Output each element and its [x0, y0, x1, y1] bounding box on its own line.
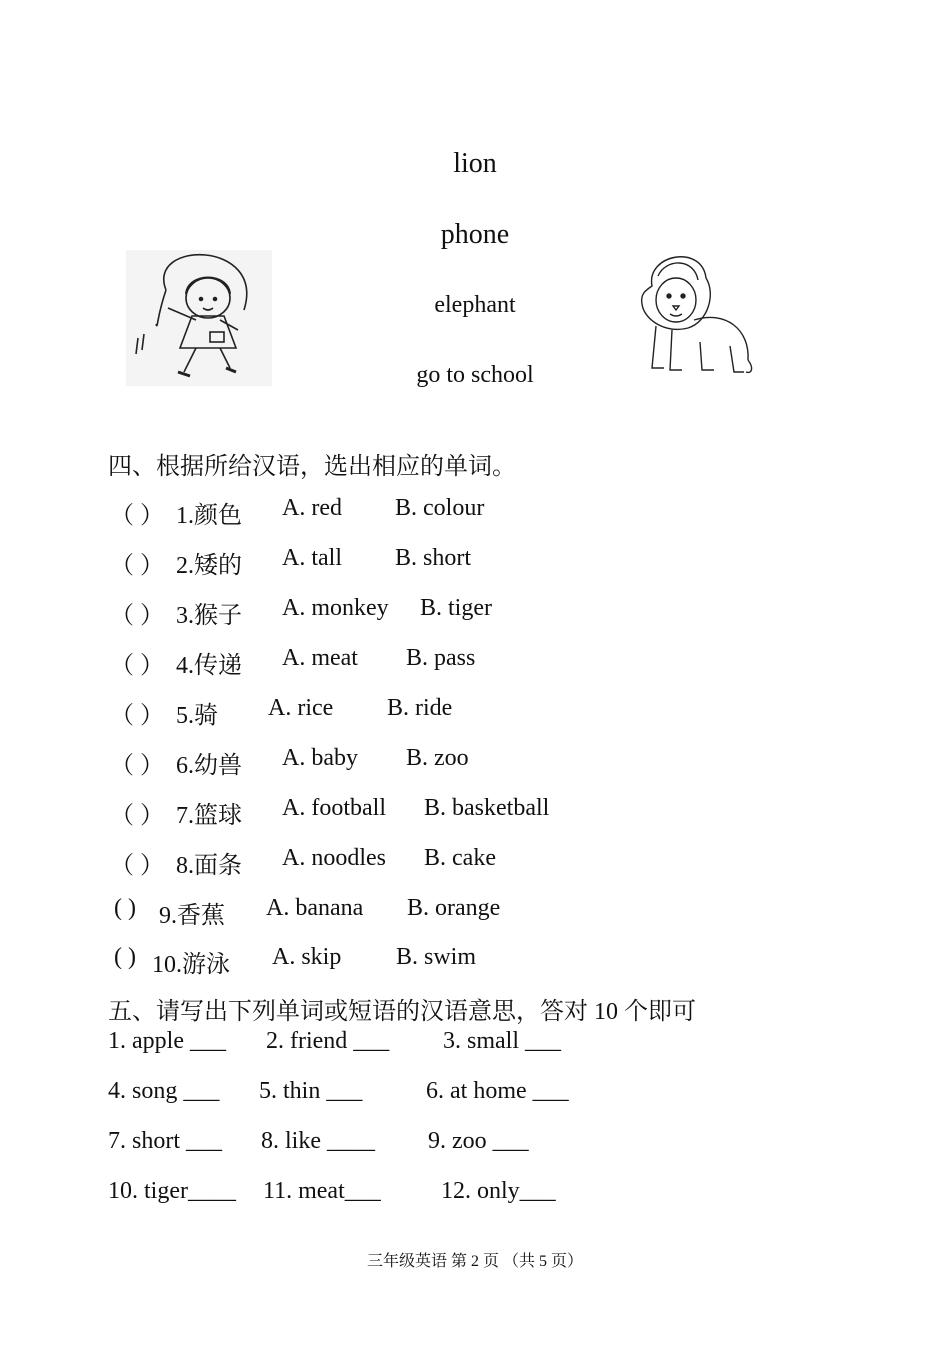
answer-blank[interactable]: ( ): [114, 895, 136, 921]
option-a: A. banana: [266, 895, 364, 921]
phrase-item: 3. small ___: [443, 1028, 561, 1054]
phrase-item: 5. thin ___: [259, 1078, 363, 1104]
answer-blank[interactable]: （ ）: [110, 853, 164, 879]
answer-blank[interactable]: （ ）: [110, 753, 164, 779]
question-text: 2.矮的: [176, 553, 242, 579]
option-b: B. zoo: [406, 745, 469, 771]
page-footer: 三年级英语 第 2 页 （共 5 页）: [366, 1253, 583, 1270]
option-b: B. ride: [387, 695, 453, 721]
section-five-heading: 五、请写出下列单词或短语的汉语意思，答对 10 个即可: [108, 999, 696, 1025]
option-a: A. skip: [272, 944, 342, 970]
answer-blank[interactable]: （ ）: [110, 703, 164, 729]
word-phone: phone: [440, 219, 510, 250]
word-lion: lion: [453, 148, 497, 179]
phrase-item: 8. like ____: [261, 1128, 375, 1154]
phrase-item: 11. meat___: [263, 1178, 381, 1204]
phrase-item: 9. zoo ___: [428, 1128, 529, 1154]
option-b: B. cake: [424, 845, 496, 871]
lion-image: [630, 250, 764, 380]
word-go-to-school: go to school: [416, 362, 534, 388]
answer-blank[interactable]: （ ）: [110, 553, 164, 579]
option-a: A. noodles: [282, 845, 386, 871]
phrase-item: 10. tiger____: [108, 1178, 236, 1204]
option-a: A. meat: [282, 645, 358, 671]
section-four-heading: 四、根据所给汉语，选出相应的单词。: [108, 454, 516, 480]
option-a: A. red: [282, 495, 342, 521]
phrase-item: 2. friend ___: [266, 1028, 390, 1054]
option-b: B. colour: [395, 495, 485, 521]
question-text: 10.游泳: [152, 952, 230, 978]
answer-blank[interactable]: ( ): [114, 944, 136, 970]
option-a: A. football: [282, 795, 386, 821]
question-text: 5.骑: [176, 703, 218, 729]
phrase-item: 1. apple ___: [108, 1028, 226, 1054]
answer-blank[interactable]: （ ）: [110, 803, 164, 829]
option-b: B. pass: [406, 645, 476, 671]
girl-skipping-rope-image: [126, 250, 272, 386]
option-a: A. rice: [268, 695, 334, 721]
phrase-item: 12. only___: [441, 1178, 556, 1204]
option-a: A. monkey: [282, 595, 389, 621]
answer-blank[interactable]: （ ）: [110, 503, 164, 529]
answer-blank[interactable]: （ ）: [110, 603, 164, 629]
question-text: 1.颜色: [176, 503, 242, 529]
question-text: 9.香蕉: [159, 903, 225, 929]
option-b: B. orange: [407, 895, 501, 921]
question-text: 7.篮球: [176, 803, 242, 829]
option-b: B. basketball: [424, 795, 550, 821]
word-elephant: elephant: [434, 292, 516, 318]
option-b: B. swim: [396, 944, 477, 970]
option-b: B. short: [395, 545, 472, 571]
question-text: 4.传递: [176, 653, 242, 679]
phrase-item: 4. song ___: [108, 1078, 220, 1104]
phrase-item: 6. at home ___: [426, 1078, 569, 1104]
question-text: 6.幼兽: [176, 753, 242, 779]
option-a: A. tall: [282, 545, 342, 571]
option-b: B. tiger: [420, 595, 492, 621]
question-text: 8.面条: [176, 853, 242, 879]
answer-blank[interactable]: （ ）: [110, 653, 164, 679]
phrase-item: 7. short ___: [108, 1128, 222, 1154]
option-a: A. baby: [282, 745, 358, 771]
question-text: 3.猴子: [176, 603, 242, 629]
